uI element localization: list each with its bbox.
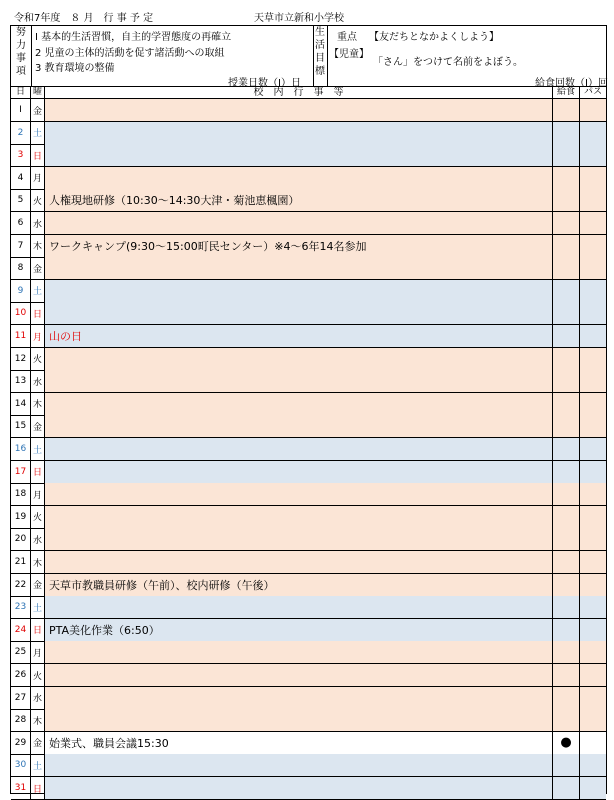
juten-value: 【友だちとなかよくしよう】 <box>369 32 499 43</box>
kyushoku-mark <box>553 641 580 663</box>
pass-cell <box>580 257 606 279</box>
weekday: 火 <box>31 189 45 211</box>
document-title: 令和7年度 ８ 月 行 事 予 定 <box>14 13 154 24</box>
kyushoku-mark <box>553 348 580 370</box>
day-number: 11 <box>11 325 31 347</box>
weekday: 木 <box>31 235 45 257</box>
table-row <box>11 348 606 371</box>
day-number: 18 <box>11 483 31 505</box>
weekday: 日 <box>31 777 45 799</box>
kyushoku-mark <box>553 619 580 641</box>
event-text <box>45 415 553 437</box>
event-text <box>45 687 553 709</box>
event-text: 山の日 <box>45 325 553 347</box>
kyushoku-mark <box>553 754 580 776</box>
table-row <box>11 415 606 438</box>
pass-cell <box>580 551 606 573</box>
pass-cell <box>580 709 606 731</box>
weekday: 月 <box>31 483 45 505</box>
weekday: 日 <box>31 144 45 166</box>
pass-cell <box>580 144 606 166</box>
seikatsu-label <box>313 26 327 86</box>
col-day: 日 <box>11 87 31 98</box>
pass-cell <box>580 167 606 189</box>
table-row <box>11 438 606 461</box>
day-number: 3 <box>11 144 31 166</box>
table-row <box>11 664 606 687</box>
col-events: 校 内 行 事 等 <box>45 87 553 98</box>
table-row <box>11 574 606 597</box>
table-row <box>11 144 606 167</box>
kyushoku-mark: ● <box>553 732 580 754</box>
day-number: 26 <box>11 664 31 686</box>
pass-cell <box>580 235 606 257</box>
table-row <box>11 641 606 664</box>
school-name: 天草市立新和小学校 <box>254 13 344 24</box>
weekday: 金 <box>31 257 45 279</box>
doryoku-item-3: 3 教育環境の整備 <box>35 63 115 74</box>
divider <box>327 26 328 86</box>
event-text <box>45 528 553 550</box>
pass-cell <box>580 212 606 234</box>
pass-cell <box>580 99 606 121</box>
pass-cell <box>580 641 606 663</box>
weekday: 金 <box>31 99 45 121</box>
event-text: 人権現地研修（10:30～14:30大津・菊池恵楓園） <box>45 189 553 211</box>
weekday: 水 <box>31 212 45 234</box>
day-number: 13 <box>11 370 31 392</box>
weekday: 火 <box>31 348 45 370</box>
day-number: 9 <box>11 280 31 302</box>
table-row <box>11 189 606 212</box>
doryoku-label <box>11 26 31 86</box>
weekday: 月 <box>31 167 45 189</box>
pass-cell <box>580 280 606 302</box>
table-row <box>11 483 606 506</box>
kyushoku-mark <box>553 189 580 211</box>
schedule-frame <box>10 25 607 794</box>
kyushoku-mark <box>553 325 580 347</box>
weekday: 土 <box>31 596 45 618</box>
event-text <box>45 212 553 234</box>
pass-cell <box>580 483 606 505</box>
weekday: 月 <box>31 641 45 663</box>
table-row <box>11 551 606 574</box>
event-text: PTA美化作業（6:50） <box>45 619 553 641</box>
day-number: 17 <box>11 461 31 483</box>
pass-cell <box>580 506 606 528</box>
weekday: 金 <box>31 732 45 754</box>
event-text <box>45 122 553 144</box>
day-number: 25 <box>11 641 31 663</box>
pass-cell <box>580 777 606 799</box>
weekday: 金 <box>31 574 45 596</box>
kyushoku-mark <box>553 438 580 460</box>
day-number: 6 <box>11 212 31 234</box>
pass-cell <box>580 415 606 437</box>
event-text <box>45 144 553 166</box>
table-row <box>11 235 606 258</box>
day-number: 16 <box>11 438 31 460</box>
kyushoku-mark <box>553 235 580 257</box>
day-number: 2 <box>11 122 31 144</box>
weekday: 日 <box>31 619 45 641</box>
kyushoku-mark <box>553 302 580 324</box>
doryoku-item-2: 2 児童の主体的活動を促す諸活動への取組 <box>35 48 225 59</box>
pass-cell <box>580 122 606 144</box>
kyushoku-mark <box>553 461 580 483</box>
weekday: 金 <box>31 415 45 437</box>
weekday: 土 <box>31 754 45 776</box>
table-row <box>11 212 606 235</box>
event-text: 始業式、職員会議15:30 <box>45 732 553 754</box>
kyushoku-mark <box>553 506 580 528</box>
table-row <box>11 687 606 710</box>
day-number: 5 <box>11 189 31 211</box>
table-row <box>11 709 606 732</box>
seikatsu-label-char: 標 <box>315 66 325 77</box>
pass-cell <box>580 687 606 709</box>
pass-cell <box>580 438 606 460</box>
kyushoku-mark <box>553 144 580 166</box>
divider <box>31 26 32 86</box>
doryoku-label-char: 力 <box>16 40 26 51</box>
table-row <box>11 777 606 800</box>
seikatsu-label-char: 目 <box>315 53 325 64</box>
column-header <box>11 86 606 99</box>
table-row <box>11 167 606 190</box>
weekday: 水 <box>31 370 45 392</box>
table-row <box>11 461 606 484</box>
event-text <box>45 348 553 370</box>
kyushoku-mark <box>553 415 580 437</box>
day-number: 15 <box>11 415 31 437</box>
pass-cell <box>580 574 606 596</box>
pass-cell <box>580 302 606 324</box>
juten-label: 重点 <box>337 32 357 43</box>
pass-cell <box>580 370 606 392</box>
table-row <box>11 122 606 145</box>
event-text <box>45 641 553 663</box>
table-row <box>11 506 606 529</box>
pass-cell <box>580 596 606 618</box>
weekday: 火 <box>31 506 45 528</box>
weekday: 日 <box>31 461 45 483</box>
table-row <box>11 302 606 325</box>
table-row <box>11 280 606 303</box>
event-text <box>45 461 553 483</box>
day-number: 4 <box>11 167 31 189</box>
weekday: 月 <box>31 325 45 347</box>
event-text <box>45 664 553 686</box>
weekday: 土 <box>31 438 45 460</box>
seikatsu-label-char: 生 <box>315 27 325 38</box>
day-number: 31 <box>11 777 31 799</box>
event-text <box>45 777 553 799</box>
kyushoku-mark <box>553 777 580 799</box>
col-pass: パス <box>583 87 602 97</box>
event-text: 天草市教職員研修（午前）、校内研修（午後） <box>45 574 553 596</box>
event-text <box>45 257 553 279</box>
col-weekday: 曜 <box>31 87 45 98</box>
pass-cell <box>580 393 606 415</box>
pass-cell <box>580 528 606 550</box>
col-kyushoku: 給食 <box>553 87 580 98</box>
kyushoku-mark <box>553 99 580 121</box>
weekday: 土 <box>31 122 45 144</box>
weekday: 木 <box>31 709 45 731</box>
day-number: 8 <box>11 257 31 279</box>
pass-cell <box>580 348 606 370</box>
day-number: 28 <box>11 709 31 731</box>
event-text <box>45 302 553 324</box>
header-block <box>11 26 608 89</box>
doryoku-label-char: 努 <box>16 27 26 38</box>
pass-cell <box>580 461 606 483</box>
event-text <box>45 280 553 302</box>
kyushoku-mark <box>553 596 580 618</box>
day-number: 22 <box>11 574 31 596</box>
pass-cell <box>580 732 606 754</box>
seikatsu-label-char: 活 <box>315 40 325 51</box>
event-text <box>45 754 553 776</box>
event-text <box>45 393 553 415</box>
weekday: 土 <box>31 280 45 302</box>
kyushoku-mark <box>553 370 580 392</box>
weekday: 木 <box>31 393 45 415</box>
weekday: 水 <box>31 528 45 550</box>
weekday: 日 <box>31 302 45 324</box>
jido-label: 【児童】 <box>329 49 369 60</box>
table-row <box>11 732 606 755</box>
table-row <box>11 370 606 393</box>
table-row <box>11 596 606 619</box>
kyushoku-mark <box>553 551 580 573</box>
day-number: 27 <box>11 687 31 709</box>
kyushoku-mark <box>553 709 580 731</box>
jugyo-nissu: 授業日数（Ⅰ）日 <box>228 78 301 89</box>
kyushoku-mark <box>553 167 580 189</box>
day-number: 23 <box>11 596 31 618</box>
day-number: 20 <box>11 528 31 550</box>
kyushoku-mark <box>553 122 580 144</box>
event-text <box>45 99 553 121</box>
kyushoku-mark <box>553 687 580 709</box>
pass-cell <box>580 189 606 211</box>
day-number: 12 <box>11 348 31 370</box>
day-number: 19 <box>11 506 31 528</box>
event-text: ワークキャンプ(9:30～15:00町民センター）※4～6年14名参加 <box>45 235 553 257</box>
table-row <box>11 528 606 551</box>
weekday: 火 <box>31 664 45 686</box>
event-text <box>45 551 553 573</box>
kyushoku-mark <box>553 280 580 302</box>
kyushoku-mark <box>553 574 580 596</box>
kyushoku-mark <box>553 483 580 505</box>
kyushoku-mark <box>553 664 580 686</box>
table-row <box>11 393 606 416</box>
event-text <box>45 438 553 460</box>
kyushoku-mark <box>553 257 580 279</box>
table-row <box>11 754 606 777</box>
day-number: 14 <box>11 393 31 415</box>
doryoku-label-char: 項 <box>16 66 26 77</box>
pass-cell <box>580 664 606 686</box>
day-number: 24 <box>11 619 31 641</box>
table-row <box>11 99 606 122</box>
table-row <box>11 325 606 348</box>
day-number: 29 <box>11 732 31 754</box>
kyushoku-kaisu: 給食回数（Ⅰ）回 <box>535 78 608 89</box>
day-number: 10 <box>11 302 31 324</box>
kyushoku-mark <box>553 212 580 234</box>
event-text <box>45 483 553 505</box>
weekday: 水 <box>31 687 45 709</box>
table-row <box>11 257 606 280</box>
event-text <box>45 596 553 618</box>
pass-cell <box>580 754 606 776</box>
pass-cell <box>580 325 606 347</box>
day-number: 7 <box>11 235 31 257</box>
kyushoku-mark <box>553 528 580 550</box>
event-text <box>45 506 553 528</box>
doryoku-item-1: Ⅰ 基本的生活習慣，自主的学習態度の再確立 <box>35 32 232 43</box>
event-text <box>45 167 553 189</box>
kyushoku-mark <box>553 393 580 415</box>
event-text <box>45 370 553 392</box>
pass-cell <box>580 619 606 641</box>
weekday: 木 <box>31 551 45 573</box>
doryoku-label-char: 事 <box>16 53 26 64</box>
event-text <box>45 709 553 731</box>
day-number: Ⅰ <box>11 99 31 121</box>
day-number: 21 <box>11 551 31 573</box>
table-row <box>11 619 606 642</box>
day-number: 30 <box>11 754 31 776</box>
jido-value: 「さん」をつけて名前をよぼう。 <box>373 57 523 68</box>
